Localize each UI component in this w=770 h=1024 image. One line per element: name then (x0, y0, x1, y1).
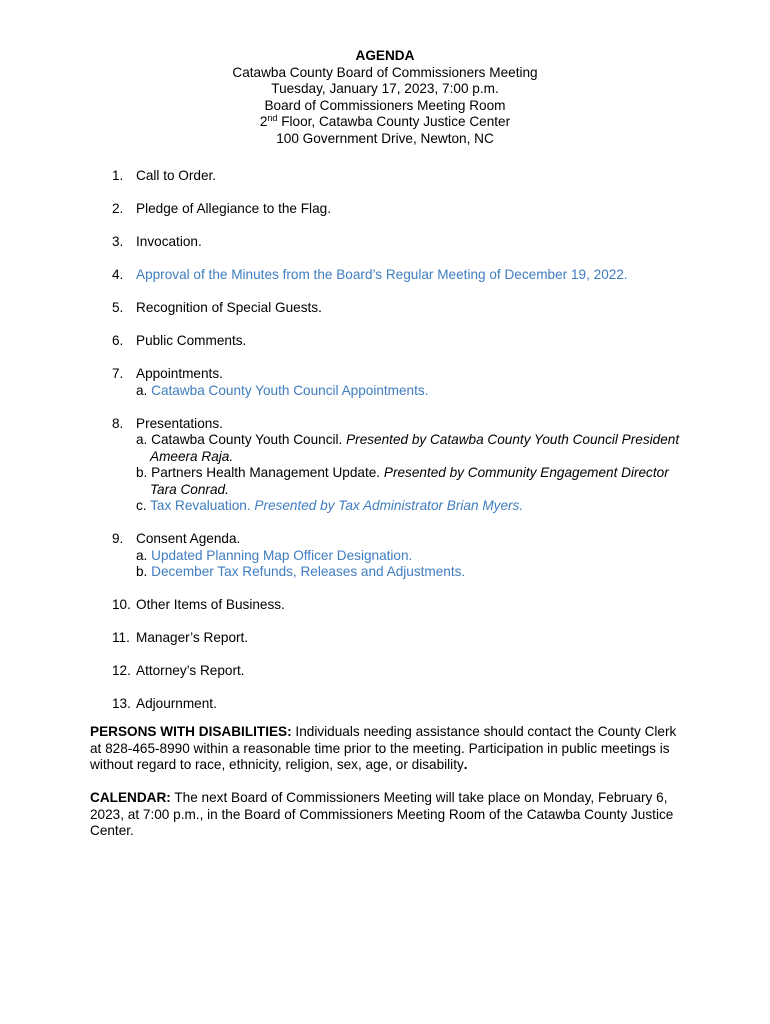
presenter-text: Presented by Tax Administrator Brian Myers. (254, 498, 524, 513)
agenda-item-1 (112, 168, 712, 185)
notice-text: Individuals needing assistance should contact the County Clerk (291, 724, 677, 739)
item-number: 5. (112, 300, 124, 315)
meeting-floor (0, 114, 770, 131)
disabilities-label: PERSONS WITH DISABILITIES: (90, 724, 292, 739)
item-number: 2. (112, 201, 124, 216)
item-number: 7. (112, 366, 124, 381)
meeting-date: Tuesday, January 17, 2023, 7:00 p.m. (271, 81, 499, 96)
sub-item-text: Catawba County Youth Council. (151, 432, 343, 447)
floor-suffix: nd (267, 113, 278, 123)
agenda-item-2 (112, 201, 712, 218)
item-number: 13. (112, 696, 131, 711)
calendar-notice (90, 790, 690, 840)
notice-period: . (463, 757, 468, 772)
notice-text: at 828-465-8990 within a reasonable time prior to the meeting. Participation in public meetings is (90, 740, 670, 756)
item-text: Appointments. (136, 366, 223, 381)
minutes-approval-link[interactable]: Approval of the Minutes from the Board’s Regular Meeting of December 19, 2022. (136, 267, 628, 282)
calendar-text: The next Board of Commissioners Meeting will take place on Monday, February 6, (170, 790, 668, 805)
agenda-item-4 (112, 267, 712, 284)
tax-refunds-link[interactable]: December Tax Refunds, Releases and Adjustments. (151, 564, 466, 579)
agenda-header (0, 48, 770, 147)
meeting-name: Catawba County Board of Commissioners Meeting (232, 64, 538, 80)
item-text: Other Items of Business. (136, 597, 285, 612)
sub-item-letter: b. (136, 465, 148, 480)
presenter-text-cont: Ameera Raja. (150, 448, 234, 464)
agenda-list (112, 168, 712, 729)
calendar-text: Center. (90, 823, 134, 838)
item-text: Manager’s Report. (136, 630, 249, 645)
item-text: Call to Order. (136, 168, 217, 183)
item-text: Recognition of Special Guests. (136, 300, 322, 315)
item-number: 9. (112, 531, 124, 546)
agenda-item-9 (112, 531, 712, 581)
notice-text: without regard to race, ethnicity, religion, sex, age, or disability (90, 757, 464, 772)
item-text: Adjournment. (136, 696, 217, 711)
item-number: 10. (112, 597, 131, 612)
item-text: Consent Agenda. (136, 531, 241, 546)
item-number: 3. (112, 234, 124, 249)
youth-council-appointments-link[interactable]: Catawba County Youth Council Appointments. (151, 382, 429, 398)
tax-revaluation-link[interactable] (150, 498, 523, 513)
sub-item-letter: a. (136, 432, 148, 447)
meeting-room: Board of Commissioners Meeting Room (264, 97, 506, 113)
agenda-item-10 (112, 597, 712, 614)
sub-items (136, 383, 712, 400)
agenda-item-7 (112, 366, 712, 399)
item-number: 6. (112, 333, 124, 348)
presenter-text: Presented by Catawba County Youth Council President (346, 432, 680, 447)
sub-item-letter: b. (136, 564, 148, 579)
agenda-item-3 (112, 234, 712, 251)
agenda-item-8 (112, 416, 712, 515)
agenda-title: AGENDA (355, 48, 415, 63)
item-text: Public Comments. (136, 333, 247, 348)
agenda-item-12 (112, 663, 712, 680)
agenda-item-5 (112, 300, 712, 317)
item-number: 11. (112, 630, 130, 645)
item-number: 8. (112, 415, 124, 431)
agenda-item-6 (112, 333, 712, 350)
agenda-item-13 (112, 696, 712, 713)
sub-item-text: Tax Revaluation. (150, 498, 251, 513)
item-number: 4. (112, 267, 124, 282)
calendar-text: 2023, at 7:00 p.m., in the Board of Commissioners Meeting Room of the Catawba County Justice (90, 806, 674, 822)
sub-item-text: Partners Health Management Update. (151, 465, 381, 480)
sub-items (136, 432, 712, 515)
sub-items (136, 548, 712, 581)
presenter-text: Presented by Community Engagement Director (383, 465, 669, 480)
item-number: 1. (112, 168, 124, 183)
item-text: Attorney’s Report. (136, 663, 245, 678)
presenter-text-cont: Tara Conrad. (150, 481, 229, 497)
item-text: Invocation. (136, 234, 202, 249)
item-text: Presentations. (136, 415, 223, 431)
meeting-address: 100 Government Drive, Newton, NC (276, 130, 494, 146)
floor-number: 2 (259, 114, 268, 129)
calendar-label: CALENDAR: (90, 790, 171, 805)
sub-item-letter: a. (136, 547, 148, 563)
agenda-item-11 (112, 630, 712, 647)
sub-item-letter: c. (136, 498, 147, 513)
floor-location: Floor, Catawba County Justice Center (277, 114, 511, 129)
item-text: Pledge of Allegiance to the Flag. (136, 201, 331, 216)
disabilities-notice (90, 724, 690, 774)
sub-item-letter: a. (136, 382, 148, 398)
planning-map-officer-link[interactable]: Updated Planning Map Officer Designation. (151, 547, 413, 563)
item-number: 12. (112, 663, 131, 678)
